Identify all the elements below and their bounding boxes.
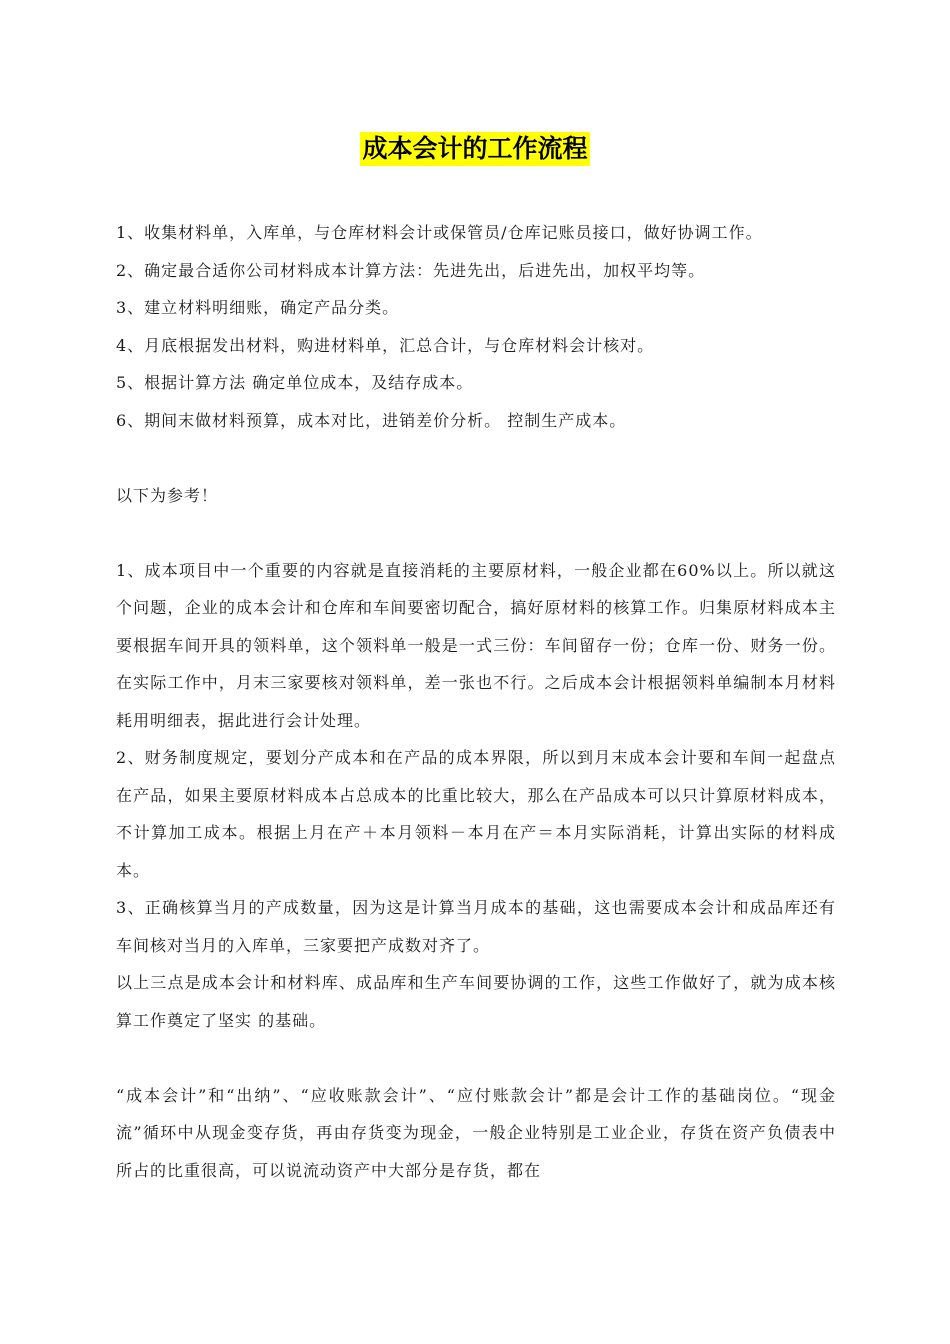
closing-paragraph: “成本会计”和“出纳”、“应收账款会计”、“应付账款会计”都是会计工作的基础岗位。“现金流”循环中从现金变存货，再由存货变为现金，一般企业特别是工业企业，存货在资产负债表中所占的比重很高，可以说流动资产中大部分是存货，都在 <box>116 1085 836 1180</box>
step-paragraph: 3、建立材料明细账，确定产品分类。 <box>116 298 400 317</box>
document-body <box>116 214 836 1189</box>
spacer <box>116 439 836 477</box>
spacer <box>116 514 836 552</box>
title-container <box>0 132 950 166</box>
document-title: 成本会计的工作流程 <box>360 132 589 166</box>
step-paragraph: 4、月底根据发出材料，购进材料单，汇总合计，与仓库材料会计核对。 <box>116 335 655 355</box>
reference-paragraph: 1、成本项目中一个重要的内容就是直接消耗的主要原材料，一般企业都在60%以上。所以就这个问题，企业的成本会计和仓库和车间要密切配合，搞好原材料的核算工作。归集原材料成本主要根据车间开具的领料单，这个领料单一般是一式三份：车间留存一份；仓库一份、财务一份。在实际工作中，月末三家要核对领料单，差一张也不行。之后成本会计根据领料单编制本月材料耗用明细表，据此进行会计处理。 <box>116 560 836 730</box>
spacer <box>116 1039 836 1077</box>
reference-summary: 以上三点是成本会计和材料库、成品库和生产车间要协调的工作，这些工作做好了，就为成本核算工作奠定了坚实 的基础。 <box>116 973 836 1030</box>
reference-heading: 以下为参考！ <box>116 485 219 505</box>
step-paragraph: 1、收集材料单，入库单，与仓库材料会计或保管员/仓库记账员接口，做好协调工作。 <box>116 223 763 242</box>
step-paragraph: 5、根据计算方法 确定单位成本，及结存成本。 <box>116 373 474 392</box>
step-paragraph: 2、确定最合适你公司材料成本计算方法：先进先出，后进先出，加权平均等。 <box>116 260 706 280</box>
step-paragraph: 6、期间末做材料预算，成本对比，进销差价分析。 控制生产成本。 <box>116 410 627 430</box>
reference-paragraph: 3、正确核算当月的产成数量，因为这是计算当月成本的基础，这也需要成本会计和成品库还有车间核对当月的入库单，三家要把产成数对齐了。 <box>116 898 836 955</box>
reference-paragraph: 2、财务制度规定，要划分产成本和在产品的成本界限，所以到月末成本会计要和车间一起盘点在产品，如果主要原材料成本占总成本的比重比较大，那么在产品成本可以只计算原材料成本，不计算加工成本。根据上月在产＋本月领料－本月在产＝本月实际消耗，计算出实际的材料成本。 <box>116 748 836 880</box>
